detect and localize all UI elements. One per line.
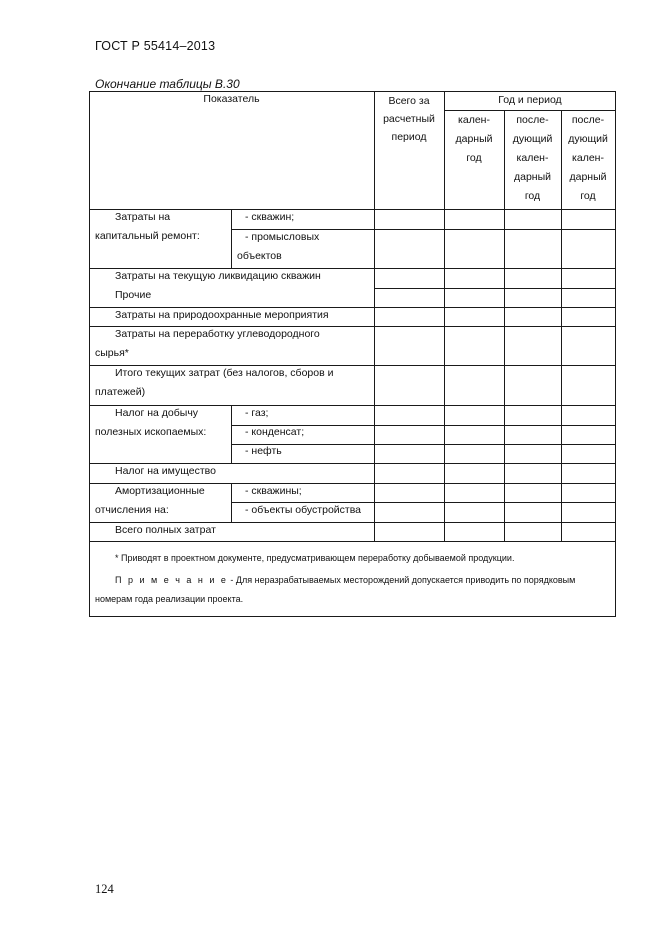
row-sublabel-field-facilities: объектов bbox=[237, 250, 282, 262]
row-sublabel-facilities: - объекты обустройства bbox=[245, 504, 362, 516]
row-label-liquidation: Затраты на текущую ликвидацию скважин bbox=[115, 270, 321, 282]
row-label-processing: Затраты на переработку углеводородного bbox=[115, 328, 320, 340]
running-header: ГОСТ Р 55414–2013 bbox=[95, 39, 216, 53]
col-header-indicator: Показатель bbox=[203, 93, 260, 105]
remark-text: - Для неразрабатываемых месторождений допускается приводить по порядковым bbox=[227, 575, 576, 585]
row-label-total-full: Всего полных затрат bbox=[115, 524, 216, 536]
col-header-last-year: дарный bbox=[569, 171, 607, 183]
row-sublabel-wells: - скважины; bbox=[245, 485, 302, 497]
table-border-bottom bbox=[89, 616, 616, 617]
table-border-right bbox=[615, 91, 616, 617]
table-remark bbox=[115, 575, 575, 585]
table-border-left bbox=[89, 91, 90, 617]
col-rule bbox=[231, 483, 232, 522]
col-header-total: расчетный bbox=[383, 113, 435, 125]
col-header-last-year: год bbox=[580, 190, 596, 202]
row-label-property-tax: Налог на имущество bbox=[115, 465, 216, 477]
col-header-next-year: год bbox=[524, 190, 541, 202]
col-header-year-group: Год и период bbox=[498, 94, 562, 106]
row-label-mining-tax: Налог на добычу bbox=[115, 407, 199, 419]
row-rule bbox=[89, 541, 616, 542]
table-footnote: * Приводят в проектном документе, предусматривающем переработку добываемой продукции. bbox=[115, 553, 515, 563]
row-label-total-current: платежей) bbox=[95, 386, 146, 398]
col-rule bbox=[374, 91, 375, 541]
row-label-mining-tax: полезных ископаемых: bbox=[95, 426, 207, 438]
table-remark: номерам года реализации проекта. bbox=[95, 594, 244, 604]
col-header-calendar-year: дарный bbox=[455, 133, 493, 145]
col-header-total: Всего за bbox=[388, 95, 430, 107]
row-sublabel-gas: - газ; bbox=[245, 407, 269, 419]
col-header-next-year: кален- bbox=[516, 152, 549, 164]
table-caption: Окончание таблицы В.30 bbox=[95, 77, 240, 91]
row-sublabel-oil: - нефть bbox=[245, 445, 282, 457]
col-header-last-year: после- bbox=[571, 114, 605, 126]
row-rule bbox=[374, 288, 616, 289]
col-header-next-year: дарный bbox=[513, 171, 552, 183]
col-header-next-year: дующий bbox=[512, 133, 553, 145]
cost-table bbox=[89, 91, 616, 617]
row-rule bbox=[374, 229, 616, 230]
col-header-calendar-year: кален- bbox=[458, 114, 490, 126]
page-number: 124 bbox=[95, 882, 114, 896]
row-sublabel-field-facilities: - промысловых bbox=[245, 231, 320, 243]
col-rule bbox=[231, 405, 232, 463]
col-header-total: период bbox=[391, 131, 427, 143]
col-rule bbox=[231, 209, 232, 268]
remark-label: П р и м е ч а н и е bbox=[115, 575, 228, 585]
col-header-last-year: кален- bbox=[572, 152, 604, 164]
row-label-total-current: Итого текущих затрат (без налогов, сборов и bbox=[115, 367, 334, 379]
row-label-capex: капитальный ремонт: bbox=[95, 230, 200, 242]
row-sublabel-condensate: - конденсат; bbox=[245, 426, 305, 438]
row-label-processing: сырья* bbox=[95, 347, 129, 359]
row-label-capex: Затраты на bbox=[115, 211, 171, 223]
col-header-calendar-year: год bbox=[466, 152, 482, 164]
col-header-last-year: дующий bbox=[568, 133, 608, 145]
row-label-environment: Затраты на природоохранные мероприятия bbox=[115, 309, 329, 321]
row-label-depreciation: Амортизационные bbox=[115, 485, 205, 497]
row-label-other: Прочие bbox=[115, 289, 152, 301]
row-rule bbox=[231, 444, 616, 445]
row-label-depreciation: отчисления на: bbox=[95, 504, 169, 516]
col-header-next-year: после- bbox=[516, 114, 549, 126]
row-sublabel-wells: - скважин; bbox=[245, 211, 295, 223]
